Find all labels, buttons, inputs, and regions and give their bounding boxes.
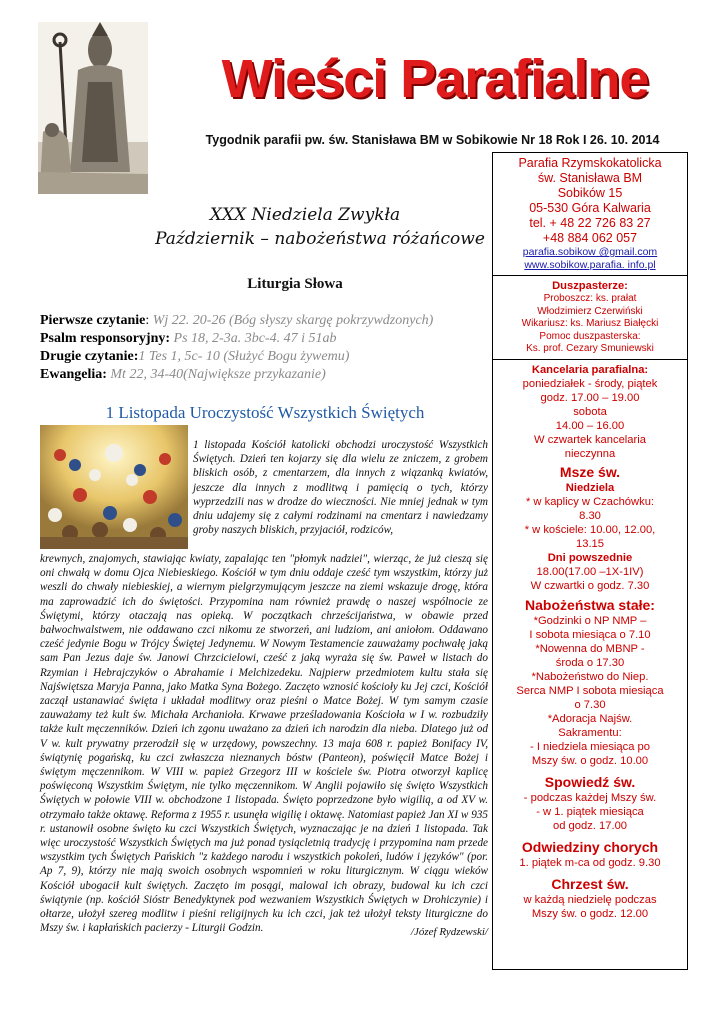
article-author: /Józef Rydzewski/: [410, 926, 488, 938]
service-line: *Godzinki o NP NMP –: [533, 614, 647, 627]
october-heading: Październik – nabożeństwa różańcowe: [155, 229, 485, 249]
schedule-section: [493, 360, 687, 921]
service-line: Mszy św. o godz. 10.00: [531, 754, 649, 767]
parish-mobile: +48 884 062 057: [542, 231, 638, 245]
newsletter-subtitle: Tygodnik parafii pw. św. Stanisława BM w Sobikowie Nr 18 Rok I 26. 10. 2014: [205, 133, 660, 147]
sunday-heading: XXX Niedziela Zwykła: [209, 205, 401, 225]
baptism-line: Mszy św. o godz. 12.00: [531, 907, 649, 920]
mass-line: 13.15: [576, 537, 604, 550]
pastors-title: Duszpasterze:: [552, 280, 628, 292]
reading-second: [40, 348, 490, 365]
office-line: nieczynna: [564, 447, 616, 460]
service-line: - I niedziela miesiąca po: [529, 740, 650, 753]
office-line: sobota: [573, 405, 607, 418]
masses-title: Msze św.: [559, 463, 621, 480]
baptism-title: Chrzest św.: [551, 875, 629, 892]
pastor-line: Ks. prof. Cezary Smuniewski: [526, 343, 654, 354]
parish-contact-section: [493, 153, 687, 276]
parish-website-link[interactable]: www.sobikow.parafia. info.pl: [524, 259, 656, 271]
parish-phone: tel. + 48 22 726 83 27: [529, 216, 651, 230]
services-title: Nabożeństwa stałe:: [525, 596, 655, 613]
service-line: środa o 17.30: [555, 656, 625, 669]
reading-label: Psalm responsoryjny:: [40, 331, 171, 346]
sunday-masses-title: Niedziela: [565, 481, 615, 494]
office-title: Kancelaria parafialna:: [531, 363, 649, 376]
office-line: 14.00 – 16.00: [555, 419, 625, 432]
reading-text: Mt 22, 34-40(Największe przykazanie): [110, 367, 326, 382]
service-line: I sobota miesiąca o 7.10: [529, 628, 651, 641]
pastor-line: Włodzimierz Czerwiński: [537, 305, 643, 317]
article-intro-text: 1 listopada Kościół katolicki obchodzi uroczystość Wszystkich Świętych. Dzień ten kojarzy się dla wielu ze zniczem, z grobem bliskich osób, z cmentarzem, dla innych z wiązanką kwiatów, jeszcze dla innych z modlitwą i pamięcią o tych, którzy wyprzedzili nas w drodze do wieczności. Nie mniej jednak w tym dniu udajemy się z całymi rodzinami na cmentarz i nawiedzamy groby naszych bliskich, przyjaciół, rodziców,: [193, 439, 488, 537]
pastor-line: Pomoc duszpasterska:: [539, 330, 641, 342]
article-body-text: krewnych, znajomych, stawiając kwiaty, zapalając ten "płomyk nadziei", wierząc, że już cieszą się oni chwałą w domu Ojca Niebieskiego. Kościół w tym dniu oddaje cześć tym wszystkim, którzy już weszli do chwały niebieskiej, a wiernym pielgrzymującym jeszcze na ziemi wskazuje drogę, która ma zaprowadzić ich do świętości. Przypomina nam również prawdę o naszej wspólnocie ze Świętymi, którzy otaczają nas opieką. W początkach chrześcijaństwa, w obawie przed bałwochwalstwem, nie oddawano czci nikomu ze stworzeń, ani ludziom, ani aniołom. Oddawano cześć jedynie Bogu w Trójcy Świętej Jedynemu. W Nowym Testamencie zauważamy pochwałę jaką sam Pan Jezus daje św. Janowi Chrzcicielowi, cześć z jaką wyraża się św. Paweł w listach do Rzymian i Hebrajczyków o Abrahamie i Melchizedeku. Najpierw przedmiotem kultu stała się Najświętsza Maryja Panna, jako Matka Syna Bożego. Zaczęto wznosić kościoły ku Jej czci, Kościół zaczął ustanawiać święta i układał modlitwy oraz pieśni o Matce Bożej. W tym samym czasie zauważamy też kult św. Michała Archanioła. Krwawe prześladowania Kościoła w I w. rozbudziły także kult męczenników. Dzień ich zgonu uważano za dzień ich narodzin dla nieba. Dlatego już od V w. kult prywatny przerodził się w urzędowy, powszechny. 13 maja 608 r. papież Bonifacy IV, świątynię pogańską, ku czci zwłaszcza nieznanych bóstw (Panteon), poświęcił Matce Bożej i świętym męczennikom. W VIII w. papież Grzegorz III w kościele św. Piotra otworzył kaplicę poświęconą Wszystkim Świętym, nie tylko męczennikom. W Anglii pojawiło się święto Wszystkich Świętych w połowie VIII w. obchodzone 1 listopada. Święto poprzedzone było wigilią, a od XV w. otrzymało także oktawę. Reforma z 1955 r. usunęła wigilię i oktawę. Natomiast papież Jan XI w 935 r. ustanowił osobne święto ku czci Wszystkich Świętych, wyznaczając je na dzień 1 listopada. Tak więc uroczystość Wszystkich Świętych ma już ponad tysiącletnią tradycję i przypomina nam przede wszystkim tych Świętych Pańskich "z każdego narodu i wszystkich pokoleń, ludów i języków" (por. Ap 7, 9), którzy nie mają swoich osobnych wspomnień w roku liturgicznym. W ciągu wieków Kościół ubogacił kult świętych. Zaczęto im posągi, malowal ich obrazy, budowal ku ich czci świątynie (np. kościół Sióstr Benedyktynek pod wezwaniem Wszystkich Świętych w Drohiczynie) i ołtarze, ułożył szereg modlitw i pieśni religijnych ku ich czci, jak też ułożył teksty liturgiczne do Mszy św. i kapłańskich pacierzy - Liturgii Godzin.: [40, 553, 488, 935]
office-line: W czwartek kancelaria: [534, 433, 646, 446]
mass-line: W czwartki o godz. 7.30: [530, 579, 650, 592]
mass-line: 18.00(17.00 –1X-1IV): [536, 565, 644, 578]
reading-psalm: [40, 330, 490, 347]
service-line: *Nowenna do MBNP -: [535, 642, 645, 655]
service-line: Sakramentu:: [558, 726, 622, 739]
article-title: 1 Listopada Uroczystość Wszystkich Świętych: [105, 403, 425, 422]
parish-email-link[interactable]: parafia.sobikow @gmail.com: [522, 246, 658, 258]
mass-line: * w kościele: 10.00, 12.00,: [524, 523, 656, 536]
reading-sep: :: [145, 313, 153, 328]
reading-label: Pierwsze czytanie: [40, 313, 146, 328]
liturgy-title: Liturgia Słowa: [247, 276, 343, 292]
reading-first: [40, 312, 490, 329]
reading-gospel: [40, 366, 490, 383]
reading-text: Ps 18, 2-3a. 3bc-4. 47 i 51ab: [173, 331, 337, 346]
parish-name: Parafia Rzymskokatolicka: [518, 156, 662, 170]
confession-title: Spowiedź św.: [544, 773, 636, 790]
reading-text: Wj 22. 20-26 (Bóg słyszy skargę pokrzywdzonych): [152, 313, 434, 328]
office-line: godz. 17.00 – 19.00: [540, 391, 640, 404]
reading-text: 1 Tes 1, 5c- 10 (Służyć Bogu żywemu): [138, 349, 350, 364]
parish-postcode: 05-530 Góra Kalwaria: [529, 201, 651, 215]
parish-info-box: [492, 152, 688, 970]
parish-patron: św. Stanisława BM: [537, 171, 643, 185]
service-line: Serca NMP I sobota miesiąca: [516, 684, 664, 697]
parish-address: Sobików 15: [557, 186, 623, 200]
visits-title: Odwiedziny chorych: [521, 838, 659, 855]
service-line: o 7.30: [574, 698, 606, 711]
weekday-masses-title: Dni powszednie: [547, 551, 633, 564]
mass-line: 8.30: [579, 509, 601, 522]
office-line: poniedziałek - środy, piątek: [522, 377, 658, 390]
visits-line: 1. piątek m-ca od godz. 9.30: [519, 856, 661, 869]
confession-line: - w 1. piątek miesiąca: [536, 805, 644, 818]
newsletter-title: Wieści Parafialne: [221, 49, 649, 109]
service-line: *Nabożeństwo do Niep.: [531, 670, 649, 683]
confession-line: - podczas każdej Mszy św.: [523, 791, 657, 804]
all-saints-painting: [40, 425, 188, 549]
pastor-line: Proboszcz: ks. prałat: [543, 293, 637, 304]
service-line: *Adoracja Najśw.: [547, 712, 633, 725]
reading-label: Ewangelia:: [40, 367, 107, 382]
pastors-section: [493, 276, 687, 360]
saint-stanislaus-engraving: [38, 22, 148, 194]
mass-line: * w kaplicy w Czachówku:: [525, 495, 655, 508]
reading-label: Drugie czytanie:: [40, 349, 139, 364]
pastor-line: Wikariusz: ks. Mariusz Białęcki: [521, 318, 659, 329]
baptism-line: w każdą niedzielę podczas: [523, 893, 657, 906]
confession-line: od godz. 17.00: [552, 819, 628, 832]
